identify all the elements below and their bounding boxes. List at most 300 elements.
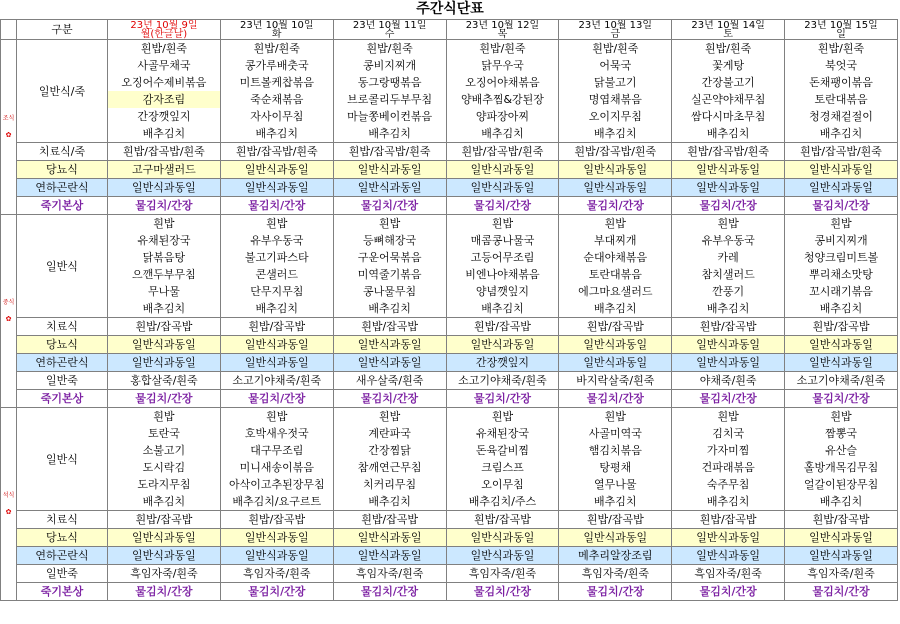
menu-cell: 매콤콩나물국 [446, 232, 559, 249]
diet-cell: 일반식과동일 [559, 354, 672, 372]
diet-cell: 물김치/간장 [559, 197, 672, 215]
menu-cell: 토란대볶음 [785, 91, 898, 108]
menu-cell: 돈육갈비찜 [446, 442, 559, 459]
menu-cell: 배추김치 [672, 300, 785, 318]
day-header [108, 20, 221, 40]
diet-cell: 흰밥/잡곡밥 [446, 511, 559, 529]
diet-cell: 흰밥/잡곡밥 [559, 511, 672, 529]
diet-row [1, 336, 898, 354]
meal-side-label [1, 408, 17, 601]
diet-cell: 물김치/간장 [672, 583, 785, 601]
menu-cell: 배추김치 [672, 493, 785, 511]
menu-cell: 흰밥 [333, 408, 446, 426]
diet-cell: 물김치/간장 [108, 390, 221, 408]
diet-row [1, 547, 898, 565]
menu-cell: 흰밥 [220, 215, 333, 233]
menu-cell: 흰밥/흰죽 [108, 40, 221, 58]
diet-row [1, 318, 898, 336]
menu-cell: 미니새송이볶음 [220, 459, 333, 476]
menu-cell: 치커리무침 [333, 476, 446, 493]
flower-icon: ✿ [5, 315, 12, 323]
diet-label: 당뇨식 [17, 161, 108, 179]
menu-row [1, 300, 898, 318]
menu-cell: 건파래볶음 [672, 459, 785, 476]
menu-cell: 배추김치 [785, 125, 898, 143]
menu-cell: 콘샐러드 [220, 266, 333, 283]
menu-cell: 얼갈이된장무침 [785, 476, 898, 493]
menu-cell: 돈채팽이볶음 [785, 74, 898, 91]
diet-cell: 일반식과동일 [446, 336, 559, 354]
menu-cell: 콩나물무침 [333, 283, 446, 300]
day-date: 23년 10월 9일 [130, 19, 198, 31]
diet-row [1, 529, 898, 547]
diet-cell: 일반식과동일 [333, 354, 446, 372]
diet-cell: 흰밥/잡곡밥 [672, 511, 785, 529]
menu-cell: 닭볶음탕 [108, 249, 221, 266]
menu-cell: 콩가루배춧국 [220, 57, 333, 74]
diet-cell: 일반식과동일 [672, 354, 785, 372]
diet-cell: 일반식과동일 [559, 529, 672, 547]
diet-label: 죽기본상 [17, 197, 108, 215]
menu-cell: 계란파국 [333, 425, 446, 442]
menu-cell: 어묵국 [559, 57, 672, 74]
diet-cell: 흰밥/잡곡밥 [108, 511, 221, 529]
diet-cell: 흰밥/잡곡밥/흰죽 [672, 143, 785, 161]
diet-cell: 물김치/간장 [559, 390, 672, 408]
diet-cell: 물김치/간장 [559, 583, 672, 601]
menu-row [1, 215, 898, 233]
menu-cell: 양파장아찌 [446, 108, 559, 125]
day-header [446, 20, 559, 40]
menu-cell: 북엇국 [785, 57, 898, 74]
diet-cell: 흰밥/잡곡밥 [108, 318, 221, 336]
menu-cell: 토란대볶음 [559, 266, 672, 283]
menu-cell: 깐풍기 [672, 283, 785, 300]
day-date: 23년 10월 12일 [465, 19, 540, 31]
corner-cell [1, 20, 17, 40]
menu-row [1, 266, 898, 283]
diet-cell: 일반식과동일 [333, 547, 446, 565]
diet-cell: 물김치/간장 [220, 583, 333, 601]
menu-cell: 배추김치 [108, 125, 221, 143]
menu-cell: 등뼈해장국 [333, 232, 446, 249]
day-date: 23년 10월 14일 [691, 19, 765, 31]
menu-cell: 닭무우국 [446, 57, 559, 74]
menu-cell: 도라지무침 [108, 476, 221, 493]
diet-label: 치료식/죽 [17, 143, 108, 161]
diet-cell: 흑임자죽/흰죽 [333, 565, 446, 583]
menu-cell: 호박새우젓국 [220, 425, 333, 442]
diet-cell: 물김치/간장 [333, 390, 446, 408]
diet-label: 연하곤란식 [17, 547, 108, 565]
diet-cell: 일반식과동일 [333, 336, 446, 354]
menu-row [1, 57, 898, 74]
diet-cell: 일반식과동일 [672, 336, 785, 354]
diet-cell: 일반식과동일 [220, 161, 333, 179]
diet-cell: 고구마샐러드 [108, 161, 221, 179]
menu-cell: 탕평채 [559, 459, 672, 476]
menu-cell: 간장깻잎지 [108, 108, 221, 125]
menu-cell: 브로콜리두부무침 [333, 91, 446, 108]
menu-cell: 감자조림 [108, 91, 221, 108]
diet-cell: 일반식과동일 [785, 161, 898, 179]
diet-cell: 물김치/간장 [220, 197, 333, 215]
diet-cell: 흰밥/잡곡밥 [333, 511, 446, 529]
diet-cell: 물김치/간장 [446, 197, 559, 215]
menu-cell: 배추김치 [559, 300, 672, 318]
diet-cell: 흰밥/잡곡밥/흰죽 [446, 143, 559, 161]
gubun-header: 구분 [17, 20, 108, 40]
menu-cell: 명엽채볶음 [559, 91, 672, 108]
diet-label: 연하곤란식 [17, 179, 108, 197]
day-date: 23년 10월 13일 [578, 19, 653, 31]
diet-row [1, 197, 898, 215]
menu-cell: 양배추찜&강된장 [446, 91, 559, 108]
menu-row [1, 125, 898, 143]
menu-cell: 유채된장국 [446, 425, 559, 442]
diet-cell: 흰밥/잡곡밥/흰죽 [333, 143, 446, 161]
menu-cell: 콩비지찌개 [785, 232, 898, 249]
category-label: 일반식 [17, 408, 108, 511]
menu-cell: 흰밥 [672, 215, 785, 233]
menu-cell: 유산슬 [785, 442, 898, 459]
menu-cell: 흰밥 [333, 215, 446, 233]
diet-row [1, 565, 898, 583]
menu-row [1, 108, 898, 125]
menu-cell: 배추김치 [333, 300, 446, 318]
diet-cell: 일반식과동일 [559, 179, 672, 197]
meal-name: 중식 [2, 299, 15, 306]
menu-cell: 콩비지찌개 [333, 57, 446, 74]
menu-cell: 참깨연근무침 [333, 459, 446, 476]
diet-cell: 흑임자죽/흰죽 [785, 565, 898, 583]
menu-row [1, 74, 898, 91]
menu-cell: 사골무채국 [108, 57, 221, 74]
day-date: 23년 10월 15일 [804, 19, 878, 31]
diet-cell: 일반식과동일 [333, 529, 446, 547]
diet-cell: 흰밥/잡곡밥 [785, 318, 898, 336]
diet-cell: 소고기야채죽/흰죽 [220, 372, 333, 390]
diet-cell: 물김치/간장 [108, 583, 221, 601]
diet-cell: 일반식과동일 [220, 336, 333, 354]
diet-label: 연하곤란식 [17, 354, 108, 372]
diet-cell: 흰밥/잡곡밥/흰죽 [785, 143, 898, 161]
menu-cell: 단무지무침 [220, 283, 333, 300]
menu-cell: 꼬시래기볶음 [785, 283, 898, 300]
diet-cell: 일반식과동일 [220, 547, 333, 565]
menu-cell: 꽃게탕 [672, 57, 785, 74]
diet-label: 치료식 [17, 318, 108, 336]
meal-name: 석식 [2, 492, 15, 499]
diet-cell: 일반식과동일 [785, 529, 898, 547]
day-weekday: 화 [271, 28, 282, 40]
menu-row [1, 425, 898, 442]
diet-cell: 야채죽/흰죽 [672, 372, 785, 390]
menu-cell: 숙주무침 [672, 476, 785, 493]
diet-cell: 일반식과동일 [559, 161, 672, 179]
diet-cell: 일반식과동일 [672, 547, 785, 565]
menu-cell: 배추김치 [559, 493, 672, 511]
diet-cell: 흰밥/잡곡밥 [333, 318, 446, 336]
diet-cell: 흰밥/잡곡밥 [672, 318, 785, 336]
category-label: 일반식/죽 [17, 40, 108, 143]
diet-cell: 일반식과동일 [108, 336, 221, 354]
menu-cell: 홀방개목김무침 [785, 459, 898, 476]
menu-cell: 유채된장국 [108, 232, 221, 249]
menu-cell: 마늘쫑베이컨볶음 [333, 108, 446, 125]
menu-cell: 청경채겉절이 [785, 108, 898, 125]
diet-row [1, 179, 898, 197]
diet-cell: 물김치/간장 [785, 197, 898, 215]
diet-cell: 흰밥/잡곡밥/흰죽 [108, 143, 221, 161]
menu-cell: 소불고기 [108, 442, 221, 459]
menu-cell: 토란국 [108, 425, 221, 442]
diet-cell: 흑임자죽/흰죽 [672, 565, 785, 583]
menu-cell: 배추김치 [785, 300, 898, 318]
diet-cell: 일반식과동일 [220, 354, 333, 372]
menu-cell: 햄김치볶음 [559, 442, 672, 459]
diet-cell: 간장깻잎지 [446, 354, 559, 372]
menu-cell: 오징어야채볶음 [446, 74, 559, 91]
menu-cell: 배추김치 [108, 493, 221, 511]
menu-row [1, 476, 898, 493]
header-row [1, 20, 898, 40]
menu-cell: 흰밥 [108, 215, 221, 233]
menu-cell: 동그랑땡볶음 [333, 74, 446, 91]
diet-row [1, 583, 898, 601]
diet-cell: 홍합살죽/흰죽 [108, 372, 221, 390]
menu-cell: 흰밥 [446, 408, 559, 426]
day-weekday: 토 [723, 28, 733, 40]
diet-cell: 소고기야채죽/흰죽 [446, 372, 559, 390]
diet-label: 일반죽 [17, 565, 108, 583]
diet-cell: 바지락살죽/흰죽 [559, 372, 672, 390]
day-date: 23년 10월 11일 [352, 19, 427, 31]
menu-cell: 고등어무조림 [446, 249, 559, 266]
menu-cell: 흰밥/흰죽 [333, 40, 446, 58]
diet-cell: 일반식과동일 [446, 179, 559, 197]
diet-cell: 물김치/간장 [672, 197, 785, 215]
diet-cell: 일반식과동일 [559, 336, 672, 354]
diet-row [1, 143, 898, 161]
diet-cell: 일반식과동일 [785, 179, 898, 197]
menu-cell: 순대야채볶음 [559, 249, 672, 266]
diet-cell: 일반식과동일 [333, 179, 446, 197]
menu-cell: 대구무조림 [220, 442, 333, 459]
diet-cell: 일반식과동일 [446, 161, 559, 179]
menu-cell: 배추김치 [446, 125, 559, 143]
diet-cell: 일반식과동일 [672, 161, 785, 179]
menu-cell: 부대찌개 [559, 232, 672, 249]
menu-cell: 김치국 [672, 425, 785, 442]
diet-cell: 흰밥/잡곡밥 [446, 318, 559, 336]
day-header [672, 20, 785, 40]
diet-cell: 흑임자죽/흰죽 [108, 565, 221, 583]
menu-cell: 흰밥 [672, 408, 785, 426]
diet-cell: 일반식과동일 [333, 161, 446, 179]
menu-cell: 배추김치 [672, 125, 785, 143]
meal-side-label [1, 215, 17, 408]
day-weekday: 월(한글날) [140, 28, 188, 40]
diet-row [1, 511, 898, 529]
menu-cell: 유부우동국 [220, 232, 333, 249]
diet-cell: 물김치/간장 [108, 197, 221, 215]
menu-cell: 사골미역국 [559, 425, 672, 442]
menu-cell: 흰밥/흰죽 [785, 40, 898, 58]
menu-cell: 미트볼케찹볶음 [220, 74, 333, 91]
day-header [333, 20, 446, 40]
diet-cell: 일반식과동일 [785, 354, 898, 372]
menu-cell: 카레 [672, 249, 785, 266]
day-weekday: 일 [836, 28, 846, 40]
diet-label: 치료식 [17, 511, 108, 529]
day-header [785, 20, 898, 40]
menu-cell: 배추김치 [108, 300, 221, 318]
diet-cell: 흑임자죽/흰죽 [559, 565, 672, 583]
menu-cell: 흰밥 [446, 215, 559, 233]
day-weekday: 목 [497, 28, 508, 40]
menu-cell: 배추김치 [785, 493, 898, 511]
diet-cell: 흰밥/잡곡밥 [785, 511, 898, 529]
diet-cell: 흰밥/잡곡밥/흰죽 [559, 143, 672, 161]
meal-side-label [1, 40, 17, 215]
menu-cell: 배추김치 [220, 300, 333, 318]
menu-cell: 비엔나야채볶음 [446, 266, 559, 283]
menu-cell: 양념깻잎지 [446, 283, 559, 300]
diet-cell: 물김치/간장 [785, 390, 898, 408]
diet-cell: 흑임자죽/흰죽 [446, 565, 559, 583]
menu-cell: 실곤약야채무침 [672, 91, 785, 108]
flower-icon: ✿ [5, 508, 12, 516]
menu-cell: 오이무침 [446, 476, 559, 493]
menu-cell: 배추김치/주스 [446, 493, 559, 511]
menu-cell: 배추김치/요구르트 [220, 493, 333, 511]
menu-row [1, 40, 898, 58]
diet-cell: 일반식과동일 [220, 179, 333, 197]
day-date: 23년 10월 10일 [240, 19, 314, 31]
diet-row [1, 390, 898, 408]
menu-cell: 흰밥 [559, 408, 672, 426]
menu-cell: 배추김치 [220, 125, 333, 143]
menu-cell: 으깬두부무침 [108, 266, 221, 283]
menu-cell: 뿌리채소맛탕 [785, 266, 898, 283]
menu-cell: 불고기파스타 [220, 249, 333, 266]
menu-cell: 가자미찜 [672, 442, 785, 459]
menu-cell: 짬뽕국 [785, 425, 898, 442]
menu-cell: 배추김치 [333, 125, 446, 143]
menu-cell: 닭불고기 [559, 74, 672, 91]
menu-cell: 흰밥/흰죽 [220, 40, 333, 58]
menu-cell: 크림스프 [446, 459, 559, 476]
menu-cell: 배추김치 [333, 493, 446, 511]
diet-cell: 일반식과동일 [785, 336, 898, 354]
menu-cell: 무나물 [108, 283, 221, 300]
menu-row [1, 91, 898, 108]
menu-row [1, 493, 898, 511]
category-label: 일반식 [17, 215, 108, 318]
day-weekday: 금 [610, 28, 621, 40]
menu-cell: 흰밥/흰죽 [446, 40, 559, 58]
diet-cell: 일반식과동일 [220, 529, 333, 547]
diet-cell: 일반식과동일 [108, 354, 221, 372]
menu-cell: 간장불고기 [672, 74, 785, 91]
menu-row [1, 459, 898, 476]
menu-cell: 배추김치 [446, 300, 559, 318]
diet-cell: 물김치/간장 [446, 583, 559, 601]
diet-row [1, 372, 898, 390]
diet-cell: 일반식과동일 [108, 179, 221, 197]
menu-cell: 쌈다시마초무침 [672, 108, 785, 125]
diet-cell: 일반식과동일 [446, 529, 559, 547]
diet-cell: 일반식과동일 [785, 547, 898, 565]
menu-row [1, 249, 898, 266]
diet-cell: 소고기야채죽/흰죽 [785, 372, 898, 390]
menu-cell: 흰밥 [108, 408, 221, 426]
diet-cell: 일반식과동일 [108, 547, 221, 565]
diet-cell: 흰밥/잡곡밥/흰죽 [220, 143, 333, 161]
menu-cell: 오이지무침 [559, 108, 672, 125]
menu-cell: 흰밥 [785, 215, 898, 233]
diet-cell: 물김치/간장 [333, 583, 446, 601]
menu-cell: 흰밥 [220, 408, 333, 426]
menu-row [1, 232, 898, 249]
day-weekday: 수 [384, 28, 395, 40]
diet-cell: 흰밥/잡곡밥 [220, 318, 333, 336]
menu-cell: 흰밥/흰죽 [672, 40, 785, 58]
menu-cell: 자사이무침 [220, 108, 333, 125]
menu-row [1, 442, 898, 459]
menu-cell: 죽순채볶음 [220, 91, 333, 108]
diet-cell: 메추리알장조림 [559, 547, 672, 565]
diet-label: 죽기본상 [17, 583, 108, 601]
day-header [559, 20, 672, 40]
diet-cell: 물김치/간장 [333, 197, 446, 215]
diet-label: 일반죽 [17, 372, 108, 390]
menu-cell: 흰밥/흰죽 [559, 40, 672, 58]
meal-name: 조식 [2, 115, 15, 122]
diet-cell: 물김치/간장 [446, 390, 559, 408]
menu-cell: 도시락김 [108, 459, 221, 476]
menu-cell: 아삭이고추된장무침 [220, 476, 333, 493]
diet-cell: 일반식과동일 [446, 547, 559, 565]
menu-cell: 간장찜닭 [333, 442, 446, 459]
diet-label: 당뇨식 [17, 529, 108, 547]
menu-cell: 유부우동국 [672, 232, 785, 249]
menu-table [0, 19, 898, 601]
diet-row [1, 161, 898, 179]
diet-cell: 새우살죽/흰죽 [333, 372, 446, 390]
diet-cell: 물김치/간장 [785, 583, 898, 601]
diet-cell: 일반식과동일 [672, 179, 785, 197]
menu-cell: 오징어수제비볶음 [108, 74, 221, 91]
menu-row [1, 283, 898, 300]
menu-cell: 배추김치 [559, 125, 672, 143]
menu-cell: 흰밥 [785, 408, 898, 426]
menu-cell: 미역줄기볶음 [333, 266, 446, 283]
diet-cell: 물김치/간장 [672, 390, 785, 408]
menu-cell: 청양크림미트볼 [785, 249, 898, 266]
menu-row [1, 408, 898, 426]
menu-cell: 열무나물 [559, 476, 672, 493]
menu-cell: 참치샐러드 [672, 266, 785, 283]
diet-cell: 물김치/간장 [220, 390, 333, 408]
diet-cell: 일반식과동일 [672, 529, 785, 547]
menu-cell: 에그마요샐러드 [559, 283, 672, 300]
diet-cell: 흰밥/잡곡밥 [559, 318, 672, 336]
page-title: 주간식단표 [416, 1, 484, 17]
diet-cell: 흑임자죽/흰죽 [220, 565, 333, 583]
diet-row [1, 354, 898, 372]
